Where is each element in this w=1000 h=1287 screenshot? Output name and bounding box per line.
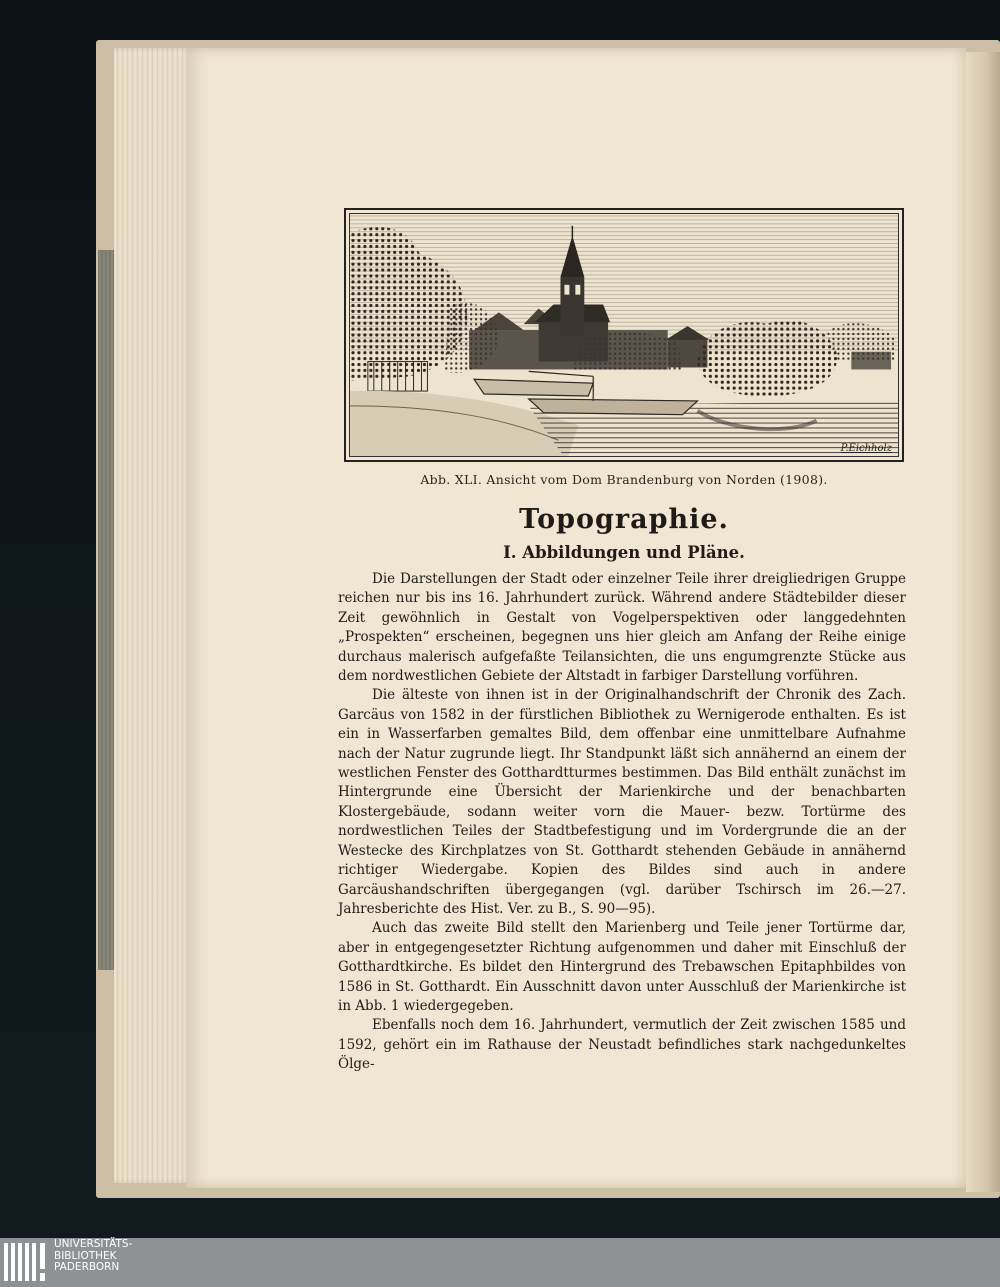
artist-signature: P.Eichholz bbox=[840, 443, 892, 454]
section-subtitle: I. Abbildungen und Pläne. bbox=[503, 543, 745, 562]
page-edges bbox=[114, 48, 192, 1183]
cathedral-engraving bbox=[349, 213, 899, 457]
library-logo-icon bbox=[4, 1241, 50, 1283]
engraving-illustration bbox=[344, 208, 904, 462]
body-text bbox=[338, 570, 906, 1075]
paragraph: Die älteste von ihnen ist in der Originalhandschrift der Chronik des Zach. Garcäus von 1582 in der fürstlichen Bibliothek zu Wernigerode enthalten. Es ist ein in Wasserfarben gemaltes Bild, dem offenbar eine unmittelbare Aufnahme nach der Natur zugrunde liegt. Ihr Standpunkt läßt sich annähernd an einem der westlichen Fenster des Gotthardtturmes bestimmen. Das Bild enthält zunächst im Hintergrunde eine Übersicht der Marienkirche und der benachbarten Klostergebäude, sodann weiter vorn die Mauer- bezw. Tortürme des nordwestlichen Teiles der Stadtbefestigung und im Vordergrunde die an der Westecke des Kirchplatzes von St. Gotthardt stehenden Gebäude in annähernd richtiger Wiedergabe. Kopien des Bildes sind auch in andere Garcäushandschriften übergegangen (vgl. darüber Tschirsch im 26.—27. Jahresberichte des Hist. Ver. zu B., S. 90—95). bbox=[338, 687, 906, 917]
paragraph: Die Darstellungen der Stadt oder einzelner Teile ihrer dreigliedrigen Gruppe reichen nur bis ins 16. Jahrhundert zurück. Während andere Städtebilder dieser Zeit gewöhnlich in Gestalt von Vogelperspektiven oder langgedehnten „Prospekten“ erscheinen, begegnen uns hier gleich am Anfang der Reihe einige durchaus malerisch aufgefaßte Teilansichten, die uns engumgrenzte Stücke aus dem nordwestlichen Gebiete der Altstadt in farbiger Darstellung vorführen. bbox=[338, 571, 906, 685]
section-title: Topographie. bbox=[519, 504, 729, 535]
book-board-right bbox=[966, 52, 1000, 1192]
paragraph: Ebenfalls noch dem 16. Jahrhundert, vermutlich der Zeit zwischen 1585 und 1592, gehört ein im Rathause der Neustadt befindliches stark nachgedunkeltes Ölge- bbox=[338, 1017, 906, 1073]
library-name-line: PADERBORN bbox=[54, 1261, 120, 1273]
library-name-line: BIBLIOTHEK bbox=[54, 1249, 117, 1262]
figure-caption: Abb. XLI. Ansicht vom Dom Brandenburg von Norden (1908). bbox=[420, 472, 828, 487]
library-name bbox=[54, 1239, 214, 1274]
library-name-line: UNIVERSITÄTS- bbox=[54, 1238, 133, 1250]
paragraph: Auch das zweite Bild stellt den Marienberg und Teile jener Tortürme dar, aber in entgegengesetzter Richtung aufgenommen und daher mit Einschluß der Gotthardtkirche. Es bildet den Hintergrund des Trebawschen Epitaphbildes von 1586 in St. Gotthardt. Ein Ausschnitt davon unter Ausschluß der Marienkirche ist in Abb. 1 wiedergegeben. bbox=[338, 920, 906, 1014]
